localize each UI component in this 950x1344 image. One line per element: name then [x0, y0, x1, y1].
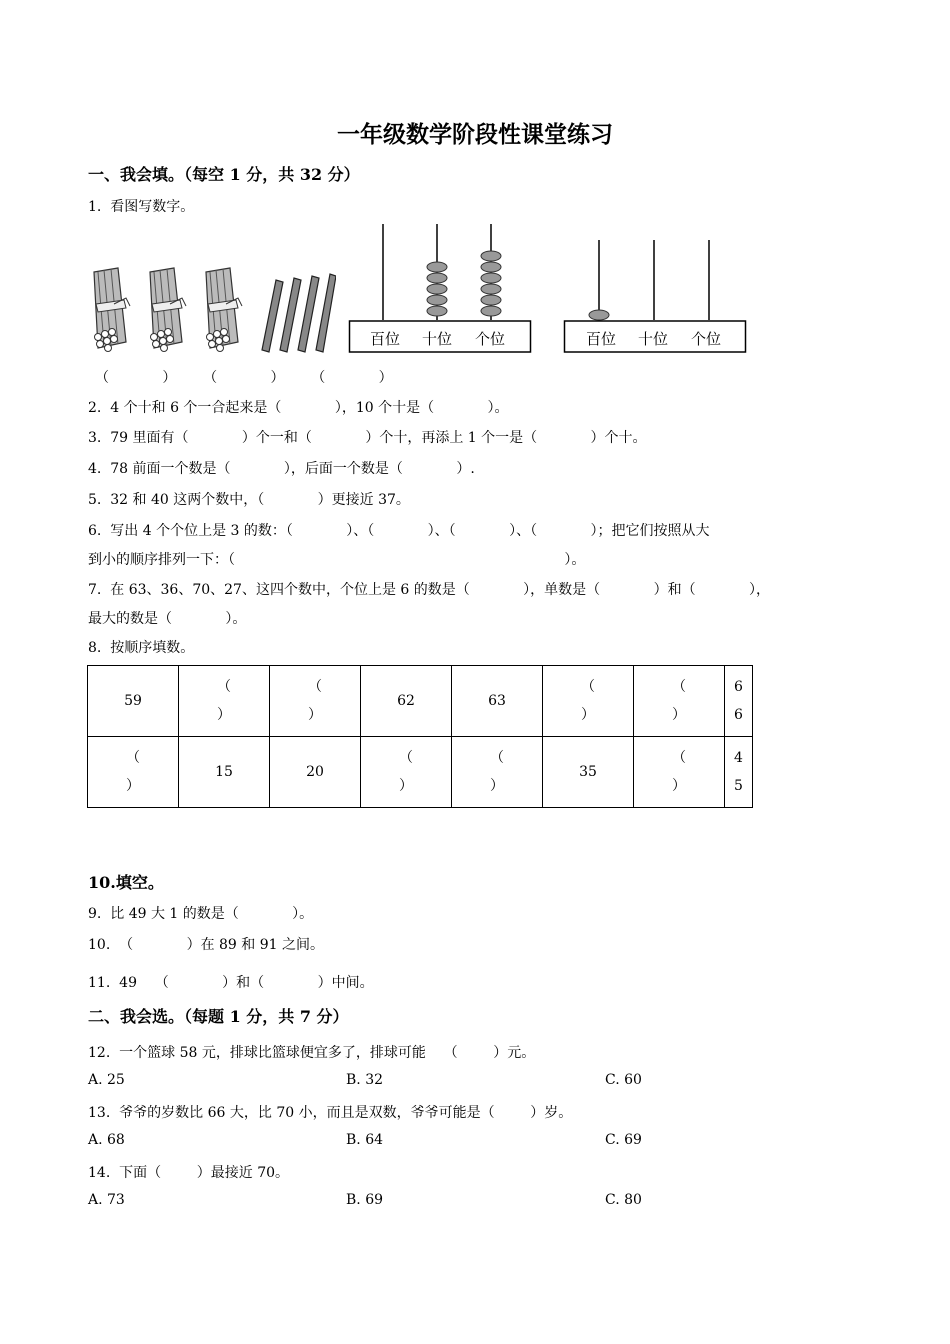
- stick-bundle-icon: [94, 268, 130, 352]
- page-title: 一年级数学阶段性课堂练习: [337, 121, 613, 148]
- question-12-option-a[interactable]: A. 25: [88, 1072, 125, 1088]
- abacus-2-label-hundreds: 百位: [586, 330, 617, 348]
- question-9: 9. 比 49 大 1 的数是（ ）。: [88, 906, 314, 922]
- question-14-option-c[interactable]: C. 80: [605, 1192, 642, 1208]
- table-cell: 59: [88, 666, 179, 737]
- stick-bundles-figure: [86, 262, 336, 356]
- table-cell-blank: （ ）: [361, 737, 452, 808]
- table-cell: 4 5: [725, 737, 753, 808]
- question-6-line-1: 6. 写出 4 个个位上是 3 的数：（ ）、（ ）、（ ）、（ ）；把它们按照从大: [88, 523, 710, 539]
- question-5: 5. 32 和 40 这两个数中，（ ）更接近 37。: [88, 492, 410, 508]
- question-12: 12. 一个篮球 58 元，排球比篮球便宜多了，排球可能 （ ）元。: [88, 1045, 536, 1061]
- stick-bundle-icon: [150, 268, 186, 352]
- table-cell: 63: [452, 666, 543, 737]
- question-13-option-b[interactable]: B. 64: [346, 1132, 384, 1148]
- question-13: 13. 爷爷的岁数比 66 大，比 70 小，而且是双数，爷爷可能是（ ）岁。: [88, 1105, 573, 1121]
- table-cell-blank: （ ）: [543, 666, 634, 737]
- question-14: 14. 下面（ ）最接近 70。: [88, 1165, 290, 1181]
- question-7-line-1: 7. 在 63、36、70、27、这四个数中，个位上是 6 的数是（ ），单数是（ ）和（ ），: [88, 582, 770, 598]
- number-sequence-table: [87, 665, 753, 808]
- question-13-option-c[interactable]: C. 69: [605, 1132, 642, 1148]
- question-12-option-c[interactable]: C. 60: [605, 1072, 642, 1088]
- section-heading-choose: 二、我会选。（每题 1 分，共 7 分）: [88, 1007, 349, 1026]
- question-12-option-b[interactable]: B. 32: [346, 1072, 384, 1088]
- table-cell-blank: （ ）: [452, 737, 543, 808]
- table-row: [88, 666, 753, 737]
- question-6-line-2: 到小的顺序排列一下：（ ）。: [88, 552, 586, 568]
- question-8: 8. 按顺序填数。: [88, 640, 195, 656]
- section-heading-fill-blanks: 10.填空。: [88, 873, 164, 892]
- section-heading-fill: 一、我会填。（每空 1 分，共 32 分）: [88, 165, 360, 184]
- question-14-option-b[interactable]: B. 69: [346, 1192, 384, 1208]
- stick-bundle-icon: [206, 268, 242, 352]
- table-cell-blank: （ ）: [270, 666, 361, 737]
- question-1: 1. 看图写数字。: [88, 199, 195, 215]
- question-1-answer-blanks: （ ） （ ） （ ）: [95, 370, 393, 386]
- question-3: 3. 79 里面有（ ）个一和（ ）个十，再添上 1 个一是（ ）个十。: [88, 430, 647, 446]
- single-sticks-icon: [262, 274, 336, 352]
- table-cell: 15: [179, 737, 270, 808]
- abacus-1-label-ones: 个位: [475, 330, 506, 348]
- table-cell-blank: （ ）: [634, 666, 725, 737]
- abacus-2-label-tens: 十位: [638, 330, 669, 348]
- question-4: 4. 78 前面一个数是（ ），后面一个数是（ ）.: [88, 461, 475, 477]
- table-row: [88, 737, 753, 808]
- table-cell-blank: （ ）: [88, 737, 179, 808]
- table-cell: 35: [543, 737, 634, 808]
- question-14-option-a[interactable]: A. 73: [88, 1192, 125, 1208]
- table-cell-blank: （ ）: [634, 737, 725, 808]
- abacus-2-label-ones: 个位: [691, 330, 722, 348]
- table-cell: 62: [361, 666, 452, 737]
- abacus-1-label-hundreds: 百位: [370, 330, 401, 348]
- question-10: 10. （ ）在 89 和 91 之间。: [88, 937, 324, 953]
- question-13-option-a[interactable]: A. 68: [88, 1132, 125, 1148]
- abacus-1-label-tens: 十位: [422, 330, 453, 348]
- question-2: 2. 4 个十和 6 个一合起来是（ ），10 个十是（ ）。: [88, 400, 509, 416]
- table-cell-blank: （ ）: [179, 666, 270, 737]
- table-cell: 20: [270, 737, 361, 808]
- question-11: 11. 49 （ ）和（ ）中间。: [88, 975, 374, 991]
- table-cell: 6 6: [725, 666, 753, 737]
- question-7-line-2: 最大的数是（ ）。: [88, 611, 247, 627]
